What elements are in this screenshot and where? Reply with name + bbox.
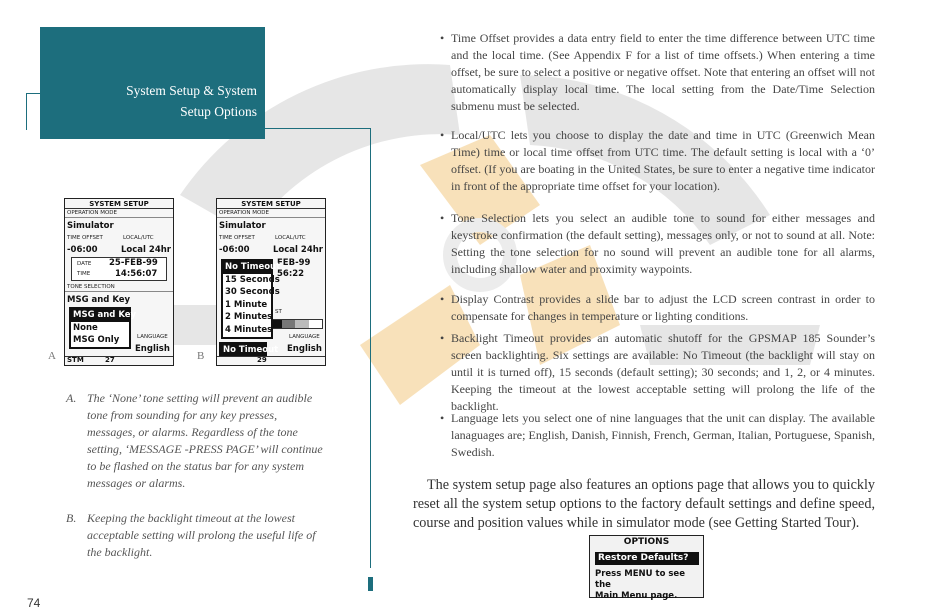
- operation-mode-label: OPERATION MODE: [217, 210, 325, 218]
- bullet-text: Language lets you select one of nine languages that the unit can display. The available lanaguages are; English, Danish, Finnish, French, German, Italian, Portuguese, Spanish, Swedish.: [451, 411, 875, 459]
- divider-line: [265, 128, 371, 129]
- operation-mode-value: Simulator: [219, 221, 266, 231]
- bullet-text: Backlight Timeout provides an automatic shutoff for the GPSMAP 185 Sounder’s screen backlighting. Six settings are available: No Timeout (the backlight will stay on until it is turned off), 15 seconds (default setting); 30 seconds; and 1, 2, or 4 minutes. Keeping the timeout at the lowest acceptable setting will prolong the life of the backlight.: [451, 331, 875, 413]
- selected-backlight-value: [219, 342, 279, 356]
- section-title-box: [40, 27, 265, 139]
- bullet-text: Time Offset provides a data entry field to enter the time difference between UTC time and the local time. (See Appendix F for a list of time offsets.) When entering a time offset, be sure to select a positive or negative offset. Note that entering an offset will not automatically display local time. The local setting from the Date/Time Selection submenu must be selected.: [451, 31, 875, 113]
- time-offset-value: -06:00: [219, 245, 250, 255]
- popup-item-4-minutes[interactable]: 4 Minutes: [225, 324, 273, 335]
- language-label: LANGUAGE: [137, 334, 168, 340]
- time-offset-label: TIME OFFSET: [67, 235, 103, 241]
- bullet-language: • Language lets you select one of nine languages that the unit can display. The available lanaguages are; English, Danish, Finnish, French, German, Italian, Portuguese, Spanish, Swedish.: [440, 411, 875, 459]
- date-label: DATE: [77, 261, 92, 267]
- caption-label: B.: [66, 511, 77, 525]
- local-utc-value: Local 24hr: [121, 245, 171, 255]
- language-label: LANGUAGE: [289, 334, 320, 340]
- body-paragraph: The system setup page also features an options page that allows you to quickly reset all the system setup options to the factory default settings and define speed, course and position values while in simulator mode (see Getting Started Tour).: [413, 477, 875, 531]
- options-message-line-1: Press MENU to see the: [595, 569, 685, 590]
- figure-letter-b: B: [197, 350, 205, 362]
- popup-item-no-timeout[interactable]: No Timeout: [225, 262, 281, 272]
- caption-text: The ‘None’ tone setting will prevent an audible tone from sounding for any key presses, messages, or alarms. Regardless of the tone setting, ‘MESSAGE -PRESS PAGE’ will continue to be flashed on the status bar for any system messages or alarms.: [87, 391, 323, 490]
- local-utc-label: LOCAL/UTC: [123, 235, 154, 241]
- time-value: 14:56:07: [115, 269, 158, 279]
- bullet-local-utc: • Local/UTC lets you choose to display the date and time in UTC (Greenwich Mean Time) time or local time offset from UTC time. The default setting is local with a ‘0’ offset. (If you are boating in the United States, be sure to enter a negative time indicator in front of the appropriate time offset for your location).: [440, 128, 875, 193]
- tone-selection-popup: [69, 307, 137, 349]
- bullet-display-contrast: • Display Contrast provides a slide bar to adjust the LCD screen contrast in order to compensate for changes in temperature or lighting conditions.: [440, 292, 875, 323]
- popup-item-2-minutes[interactable]: 2 Minutes: [225, 312, 273, 322]
- popup-item-30-seconds[interactable]: 30 Seconds: [225, 287, 280, 297]
- bullet-text: Tone Selection lets you select an audible tone to sound for either messages and keystroke confirmation (the default setting), messages only, or not to sound at all. Note: Setting the tone selection for no sound will prevent an audible tone for all alarms, including shallow water and proximity waypoints.: [451, 211, 875, 276]
- operation-mode-value: Simulator: [67, 221, 114, 231]
- contrast-slider[interactable]: [267, 319, 323, 329]
- bullet-text: Local/UTC lets you choose to display the date and time in UTC (Greenwich Mean Time) time or local time offset from UTC time. The default setting is local with a ‘0’ offset. (If you are boating in the United States, be sure to enter a negative time indicator in front of the appropriate time offset for your location).: [451, 128, 875, 193]
- selected-backlight-text: No Timeout: [223, 345, 279, 355]
- status-value: 27: [105, 356, 115, 364]
- bullet-text: Display Contrast provides a slide bar to adjust the LCD screen contrast in order to compensate for changes in temperature or lighting conditions.: [451, 292, 875, 323]
- divider-line: [26, 93, 40, 94]
- screen-header: SYSTEM SETUP: [65, 199, 173, 209]
- popup-item-msg-and-key[interactable]: MSG and Key: [73, 310, 137, 320]
- options-message: [595, 569, 699, 602]
- options-screen: [589, 535, 704, 601]
- caption-label: A.: [66, 391, 77, 405]
- language-value: English: [135, 344, 170, 354]
- popup-item-none[interactable]: None: [73, 322, 98, 333]
- tone-selection-label: TONE SELECTION: [65, 284, 173, 292]
- section-title: [126, 80, 257, 122]
- section-title-line-2: Setup Options: [180, 104, 257, 119]
- divider-line: [26, 93, 27, 130]
- local-utc-label: LOCAL/UTC: [275, 235, 306, 241]
- restore-defaults-option[interactable]: Restore Defaults?: [595, 552, 699, 565]
- bullet-backlight-timeout: • Backlight Timeout provides an automatic shutoff for the GPSMAP 185 Sounder’s screen backlighting. Six settings are available: No Timeout (the backlight will stay on until it is turned off), 15 seconds (default setting); 30 seconds; and 1, 2, or 4 minutes. Keeping the timeout at the lowest acceptable setting will prolong the life of the backlight.: [440, 331, 875, 413]
- time-offset-label: TIME OFFSET: [219, 235, 255, 241]
- bullet-time-offset: • Time Offset provides a data entry field to enter the time difference between UTC time and the local time. (See Appendix F for a list of time offsets.) When entering a time offset, be sure to select a positive or negative offset. Note that entering an offset will not automatically display local time. The local setting from the Date/Time Selection submenu must be selected.: [440, 31, 875, 113]
- status-label: STM: [67, 356, 84, 364]
- tone-selection-value: MSG and Key: [67, 295, 131, 305]
- divider-marker: [368, 577, 373, 591]
- popup-item-msg-only[interactable]: MSG Only: [73, 335, 120, 345]
- system-setup-screen-b: [216, 198, 326, 366]
- divider-line: [370, 128, 371, 568]
- system-setup-screen-a: [64, 198, 174, 366]
- popup-item-1-minute[interactable]: 1 Minute: [225, 299, 268, 310]
- status-value: 29: [257, 356, 267, 364]
- bullet-tone-selection: • Tone Selection lets you select an audible tone to sound for either messages and keystroke confirmation (the default setting), messages only, or not to sound at all. Note: Setting the tone selection for no sound will prevent an audible tone for all alarms, including shallow water and proximity waypoints.: [440, 211, 875, 276]
- time-offset-value: -06:00: [67, 245, 98, 255]
- options-message-line-2: Main Menu page.: [595, 591, 678, 601]
- backlight-label: ST: [275, 309, 282, 315]
- date-value: 25-FEB-99: [109, 258, 158, 268]
- popup-item-15-seconds[interactable]: 15 Seconds: [225, 274, 280, 285]
- time-value: 56:22: [277, 269, 305, 279]
- operation-mode-label: OPERATION MODE: [65, 210, 173, 218]
- local-utc-value: Local 24hr: [273, 245, 323, 255]
- section-title-line-1: System Setup & System: [126, 83, 257, 98]
- figure-letter-a: A: [48, 350, 56, 362]
- language-value: English: [287, 344, 322, 354]
- options-header: OPTIONS: [623, 537, 670, 547]
- page-number: 74: [27, 596, 41, 610]
- time-label: TIME: [77, 271, 91, 277]
- date-value: FEB-99: [277, 258, 311, 268]
- screen-header: SYSTEM SETUP: [217, 199, 325, 209]
- caption-text: Keeping the backlight timeout at the lowest acceptable setting will prolong the useful life of the backlight.: [87, 511, 316, 559]
